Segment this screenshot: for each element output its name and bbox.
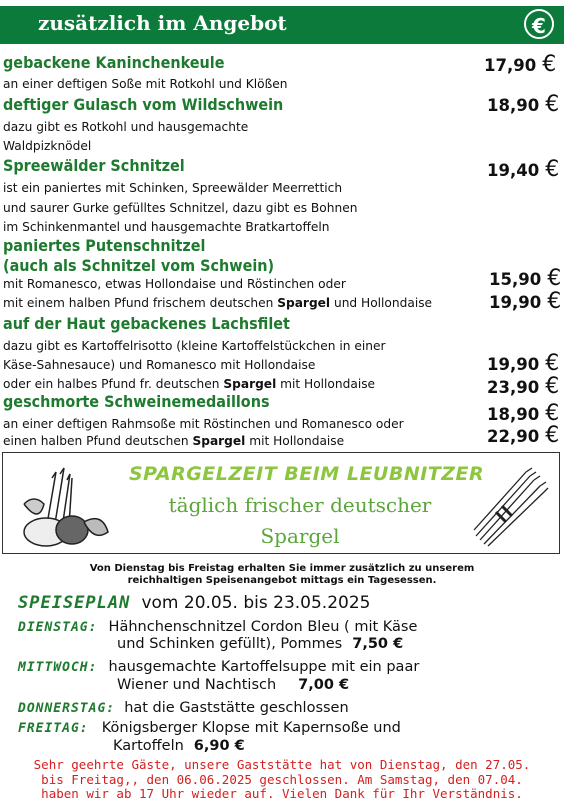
dish-name-alt: (auch als Schnitzel vom Schwein) [3, 256, 275, 275]
dish-name: gebackene Kaninchenkeule [3, 53, 225, 72]
dish-desc: im Schinkenmantel und hausgemachte Bratkartoffeln [3, 220, 330, 234]
dish-price: 18,90 € [487, 401, 560, 426]
dish-name: auf der Haut gebackenes Lachsfilet [3, 314, 290, 333]
banner-title: SPARGELZEIT BEIM LEUBNITZER [129, 463, 485, 485]
plan-line: Kartoffeln 6,90 € [113, 738, 245, 754]
dish-desc: an einer deftigen Soße mit Rotkohl und Klößen [3, 77, 288, 91]
closing-note: haben wir ab 17 Uhr wieder auf. Vielen Dank für Ihr Verständnis. [41, 786, 523, 801]
closing-note: Sehr geehrte Gäste, unsere Gaststätte hat von Dienstag, den 27.05. [33, 757, 531, 772]
dish-desc: einen halben Pfund deutschen Spargel mit Hollondaise [3, 434, 345, 448]
plan-line: Wiener und Nachtisch 7,00 € [117, 677, 350, 693]
dish-price: 18,90 € [487, 92, 560, 117]
plan-day: DONNERSTAG: hat die Gaststätte geschlossen [18, 700, 349, 716]
dish-price: 15,90 € [489, 266, 562, 291]
dish-price: 19,90 € [489, 289, 562, 314]
dish-name: paniertes Putenschnitzel [3, 236, 206, 255]
closing-note: bis Freitag,, den 06.06.2025 geschlossen. Am Samstag, den 07.04. [41, 772, 523, 787]
dish-desc: und saurer Gurke gefülltes Schnitzel, dazu gibt es Bohnen [3, 201, 358, 215]
euro-icon: € [524, 9, 554, 39]
dish-name: geschmorte Schweinemedaillons [3, 392, 270, 411]
dish-price: 23,90 € [487, 374, 560, 399]
dish-desc: an einer deftigen Rahmsoße mit Röstinchen und Romanesco oder [3, 417, 404, 431]
plan-day: DIENSTAG: Hähnchenschnitzel Cordon Bleu ( mit Käse [18, 619, 418, 635]
dish-desc: oder ein halbes Pfund fr. deutschen Spargel mit Hollondaise [3, 377, 376, 391]
plan-day: FREITAG: Königsberger Klopse mit Kapernsoße und [18, 720, 401, 736]
banner-subtitle: täglich frischer deutscher [168, 493, 432, 517]
speiseplan-heading: SPEISEPLAN vom 20.05. bis 23.05.2025 [18, 593, 371, 613]
dish-desc: dazu gibt es Kartoffelrisotto (kleine Kartoffelstückchen in einer [3, 339, 386, 353]
dish-desc: mit Romanesco, etwas Hollondaise und Röstinchen oder [3, 277, 346, 291]
notice-line: reichhaltigen Speisenangebot mittags ein Tagesessen. [127, 575, 437, 586]
dish-price: 17,90 € [484, 52, 557, 77]
notice-line: Von Dienstag bis Freistag erhalten Sie immer zusätzlich zu unserem [89, 563, 475, 574]
banner-subtitle: Spargel [260, 524, 340, 548]
dish-desc: ist ein paniertes mit Schinken, Spreewälder Meerrettich [3, 181, 343, 195]
dish-name: Spreewälder Schnitzel [3, 156, 185, 175]
dish-desc: Waldpizknödel [3, 139, 92, 153]
dish-desc: Käse-Sahnesauce) und Romanesco mit Hollondaise [3, 358, 316, 372]
plan-line: und Schinken gefüllt), Pommes 7,50 € [117, 636, 404, 652]
header-title: zusätzlich im Angebot [38, 11, 287, 35]
dish-price: 22,90 € [487, 423, 560, 448]
vegetables-illustration-icon [14, 464, 114, 548]
plan-day: MITTWOCH: hausgemachte Kartoffelsuppe mit ein paar [18, 659, 420, 675]
dish-price: 19,90 € [487, 351, 560, 376]
asparagus-bundle-icon [470, 466, 550, 548]
dish-desc: dazu gibt es Rotkohl und hausgemachte [3, 120, 249, 134]
dish-name: deftiger Gulasch vom Wildschwein [3, 95, 284, 114]
dish-desc: mit einem halben Pfund frischem deutschen Spargel und Hollondaise [3, 296, 433, 310]
dish-price: 19,40 € [487, 157, 560, 182]
